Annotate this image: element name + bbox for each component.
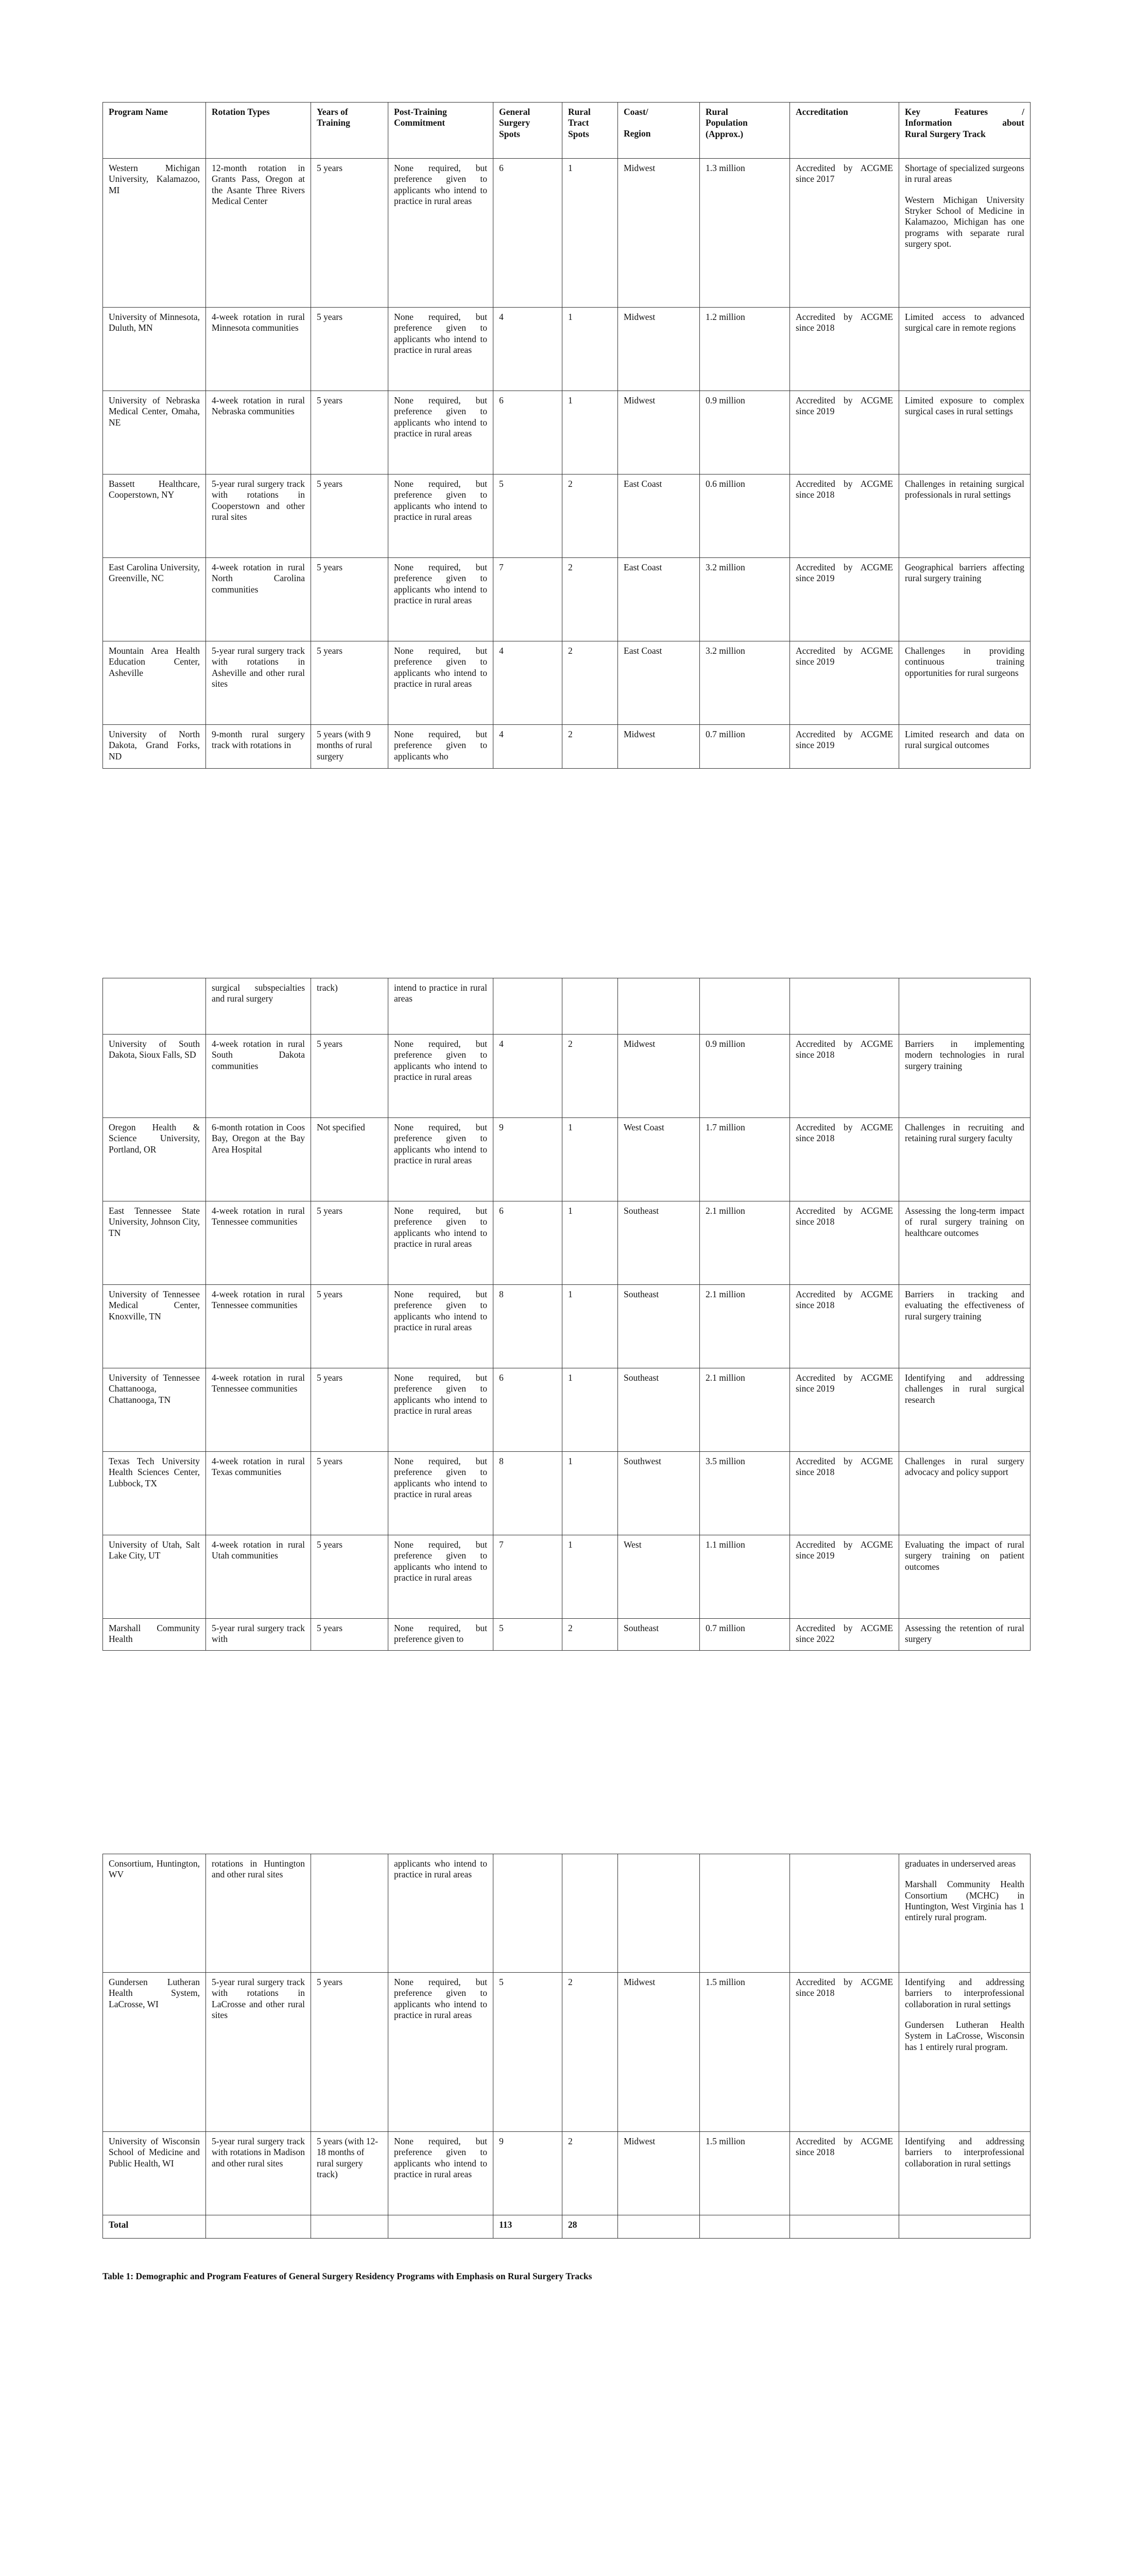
post-training-commitment: intend to practice in rural areas xyxy=(388,978,493,1035)
program-name: University of Tennessee Medical Center, Knoxville, TN xyxy=(103,1285,206,1368)
years-of-training: 5 years xyxy=(311,1973,388,2132)
years-of-training: 5 years (with 12-18 months of rural surgery track) xyxy=(311,2132,388,2215)
table-row xyxy=(103,308,1031,391)
coast-region: East Coast xyxy=(618,474,700,558)
total-rural-tract-spots: 28 xyxy=(562,2215,618,2239)
accreditation: Accredited by ACGME since 2018 xyxy=(790,1452,899,1535)
rural-tract-spots: 2 xyxy=(562,641,618,725)
accreditation: Accredited by ACGME since 2018 xyxy=(790,1285,899,1368)
key-features: Barriers in tracking and evaluating the effectiveness of rural surgery training xyxy=(899,1285,1031,1368)
program-name: University of North Dakota, Grand Forks, ND xyxy=(103,725,206,769)
general-surgery-spots: 5 xyxy=(493,474,562,558)
post-training-commitment: None required, but preference given to applicants who intend to practice in rural areas xyxy=(388,1285,493,1368)
post-training-commitment: None required, but preference given to applicants who intend to practice in rural areas xyxy=(388,1035,493,1118)
general-surgery-spots: 8 xyxy=(493,1452,562,1535)
accreditation: Accredited by ACGME since 2018 xyxy=(790,1973,899,2132)
table-row xyxy=(103,2132,1031,2215)
key-features: Assessing the long-term impact of rural surgery training on healthcare outcomes xyxy=(899,1201,1031,1285)
header-program-name: Program Name xyxy=(103,103,206,159)
residency-table-part-2 xyxy=(102,978,1031,1651)
rural-population: 3.2 million xyxy=(700,641,790,725)
years-of-training: 5 years xyxy=(311,308,388,391)
total-general-surgery-spots: 113 xyxy=(493,2215,562,2239)
years-of-training: 5 years xyxy=(311,1285,388,1368)
post-training-commitment: None required, but preference given to applicants who xyxy=(388,725,493,769)
post-training-commitment: None required, but preference given to xyxy=(388,1619,493,1651)
general-surgery-spots: 6 xyxy=(493,391,562,474)
years-of-training: 5 years xyxy=(311,1201,388,1285)
post-training-commitment: None required, but preference given to applicants who intend to practice in rural areas xyxy=(388,391,493,474)
rural-population: 1.5 million xyxy=(700,1973,790,2132)
program-name: University of Nebraska Medical Center, Omaha, NE xyxy=(103,391,206,474)
years-of-training: Not specified xyxy=(311,1118,388,1201)
general-surgery-spots: 4 xyxy=(493,641,562,725)
coast-region: Midwest xyxy=(618,2132,700,2215)
accreditation: Accredited by ACGME since 2019 xyxy=(790,641,899,725)
accreditation: Accredited by ACGME since 2018 xyxy=(790,474,899,558)
accreditation: Accredited by ACGME since 2019 xyxy=(790,1535,899,1619)
residency-table-part-1 xyxy=(102,102,1031,769)
header-years-of-training: Years of Training xyxy=(311,103,388,159)
header-coast-region: Coast/ Region xyxy=(618,103,700,159)
header-rural-population: Rural Population (Approx.) xyxy=(700,103,790,159)
coast-region: West xyxy=(618,1535,700,1619)
header-accreditation: Accreditation xyxy=(790,103,899,159)
general-surgery-spots: 4 xyxy=(493,308,562,391)
key-features: Limited access to advanced surgical care in remote regions xyxy=(899,308,1031,391)
years-of-training: 5 years xyxy=(311,1035,388,1118)
rural-population: 2.1 million xyxy=(700,1368,790,1452)
accreditation: Accredited by ACGME since 2019 xyxy=(790,558,899,641)
post-training-commitment: None required, but preference given to applicants who intend to practice in rural areas xyxy=(388,2132,493,2215)
rural-tract-spots: 2 xyxy=(562,1973,618,2132)
rural-population: 1.3 million xyxy=(700,159,790,308)
general-surgery-spots: 6 xyxy=(493,1201,562,1285)
rural-population: 1.1 million xyxy=(700,1535,790,1619)
years-of-training: track) xyxy=(311,978,388,1035)
table-row xyxy=(103,159,1031,308)
post-training-commitment: None required, but preference given to applicants who intend to practice in rural areas xyxy=(388,1201,493,1285)
table-row-split-top xyxy=(103,725,1031,769)
post-training-commitment: None required, but preference given to applicants who intend to practice in rural areas xyxy=(388,558,493,641)
table-row xyxy=(103,1285,1031,1368)
accreditation: Accredited by ACGME since 2017 xyxy=(790,159,899,308)
rotation-types: surgical subspecialties and rural surgery xyxy=(206,978,311,1035)
program-name: Gundersen Lutheran Health System, LaCrosse, WI xyxy=(103,1973,206,2132)
rural-tract-spots: 2 xyxy=(562,2132,618,2215)
program-name: University of Tennessee Chattanooga, Chattanooga, TN xyxy=(103,1368,206,1452)
general-surgery-spots: 9 xyxy=(493,1118,562,1201)
post-training-commitment: None required, but preference given to applicants who intend to practice in rural areas xyxy=(388,1973,493,2132)
accreditation: Accredited by ACGME since 2019 xyxy=(790,725,899,769)
rotation-types: 4-week rotation in rural Utah communities xyxy=(206,1535,311,1619)
key-features: Barriers in implementing modern technologies in rural surgery training xyxy=(899,1035,1031,1118)
coast-region: Southeast xyxy=(618,1285,700,1368)
rotation-types: 4-week rotation in rural Tennessee communities xyxy=(206,1368,311,1452)
rural-tract-spots: 2 xyxy=(562,1035,618,1118)
post-training-commitment: None required, but preference given to applicants who intend to practice in rural areas xyxy=(388,641,493,725)
coast-region: Southwest xyxy=(618,1452,700,1535)
key-features: Identifying and addressing barriers to interprofessional collaboration in rural settings xyxy=(899,2132,1031,2215)
general-surgery-spots: 7 xyxy=(493,1535,562,1619)
table-row xyxy=(103,1535,1031,1619)
key-features: Challenges in providing continuous training opportunities for rural surgeons xyxy=(899,641,1031,725)
key-features: Challenges in rural surgery advocacy and policy support xyxy=(899,1452,1031,1535)
post-training-commitment: None required, but preference given to applicants who intend to practice in rural areas xyxy=(388,1368,493,1452)
rural-population: 1.7 million xyxy=(700,1118,790,1201)
key-features: Identifying and addressing challenges in rural surgical research xyxy=(899,1368,1031,1452)
rotation-types: 12-month rotation in Grants Pass, Oregon at the Asante Three Rivers Medical Center xyxy=(206,159,311,308)
key-features: Challenges in retaining surgical professionals in rural settings xyxy=(899,474,1031,558)
coast-region: Southeast xyxy=(618,1619,700,1651)
program-name: Bassett Healthcare, Cooperstown, NY xyxy=(103,474,206,558)
rural-population: 3.5 million xyxy=(700,1452,790,1535)
table-row-split-bottom xyxy=(103,1854,1031,1973)
general-surgery-spots: 4 xyxy=(493,1035,562,1118)
coast-region: Midwest xyxy=(618,1035,700,1118)
years-of-training: 5 years xyxy=(311,1368,388,1452)
table-row xyxy=(103,1973,1031,2132)
key-features: graduates in underserved areas Marshall Community Health Consortium (MCHC) in Huntington, West Virginia has 1 entirely rural program. xyxy=(899,1854,1031,1973)
post-training-commitment: None required, but preference given to applicants who intend to practice in rural areas xyxy=(388,474,493,558)
rotation-types: 4-week rotation in rural Texas communities xyxy=(206,1452,311,1535)
coast-region: Midwest xyxy=(618,159,700,308)
years-of-training: 5 years xyxy=(311,391,388,474)
program-name: Mountain Area Health Education Center, Asheville xyxy=(103,641,206,725)
header-rural-tract-spots: Rural Tract Spots xyxy=(562,103,618,159)
rural-population: 2.1 million xyxy=(700,1201,790,1285)
rotation-types: 5-year rural surgery track with rotations in Asheville and other rural sites xyxy=(206,641,311,725)
general-surgery-spots: 9 xyxy=(493,2132,562,2215)
program-name: Texas Tech University Health Sciences Center, Lubbock, TX xyxy=(103,1452,206,1535)
header-rotation-types: Rotation Types xyxy=(206,103,311,159)
table-row xyxy=(103,1368,1031,1452)
header-post-training-commitment: Post-Training Commitment xyxy=(388,103,493,159)
rotation-types: 5-year rural surgery track with rotations in LaCrosse and other rural sites xyxy=(206,1973,311,2132)
header-key-features: Key Features / Information about Rural Surgery Track xyxy=(899,103,1031,159)
rural-tract-spots: 1 xyxy=(562,1535,618,1619)
general-surgery-spots: 4 xyxy=(493,725,562,769)
years-of-training: 5 years xyxy=(311,1535,388,1619)
table-row xyxy=(103,1452,1031,1535)
rotation-types: 4-week rotation in rural South Dakota communities xyxy=(206,1035,311,1118)
coast-region: Midwest xyxy=(618,1973,700,2132)
rural-population: 1.5 million xyxy=(700,2132,790,2215)
rural-tract-spots: 2 xyxy=(562,558,618,641)
accreditation: Accredited by ACGME since 2018 xyxy=(790,2132,899,2215)
post-training-commitment: None required, but preference given to applicants who intend to practice in rural areas xyxy=(388,308,493,391)
table-row-split-bottom xyxy=(103,978,1031,1035)
rural-population: 0.6 million xyxy=(700,474,790,558)
general-surgery-spots: 8 xyxy=(493,1285,562,1368)
rural-tract-spots: 1 xyxy=(562,1201,618,1285)
table-row xyxy=(103,641,1031,725)
program-name: Marshall Community Health xyxy=(103,1619,206,1651)
rural-tract-spots: 1 xyxy=(562,1368,618,1452)
accreditation: Accredited by ACGME since 2018 xyxy=(790,1118,899,1201)
key-features: Limited research and data on rural surgical outcomes xyxy=(899,725,1031,769)
program-name: University of Wisconsin School of Medicine and Public Health, WI xyxy=(103,2132,206,2215)
program-name: Oregon Health & Science University, Portland, OR xyxy=(103,1118,206,1201)
coast-region: Midwest xyxy=(618,391,700,474)
table-row xyxy=(103,474,1031,558)
table-row-split-top xyxy=(103,1619,1031,1651)
rotation-types: 5-year rural surgery track with xyxy=(206,1619,311,1651)
header-general-surgery-spots: General Surgery Spots xyxy=(493,103,562,159)
coast-region: Southeast xyxy=(618,1201,700,1285)
years-of-training: 5 years xyxy=(311,1452,388,1535)
years-of-training: 5 years (with 9 months of rural surgery xyxy=(311,725,388,769)
years-of-training: 5 years xyxy=(311,159,388,308)
rural-population: 3.2 million xyxy=(700,558,790,641)
post-training-commitment: None required, but preference given to applicants who intend to practice in rural areas xyxy=(388,1535,493,1619)
rural-tract-spots: 1 xyxy=(562,308,618,391)
rural-tract-spots: 2 xyxy=(562,474,618,558)
key-features: Assessing the retention of rural surgery xyxy=(899,1619,1031,1651)
years-of-training: 5 years xyxy=(311,1619,388,1651)
rural-population: 0.7 million xyxy=(700,725,790,769)
accreditation: Accredited by ACGME since 2018 xyxy=(790,308,899,391)
coast-region: Midwest xyxy=(618,308,700,391)
coast-region: Midwest xyxy=(618,725,700,769)
rural-tract-spots: 1 xyxy=(562,1452,618,1535)
rotation-types: 4-week rotation in rural Minnesota communities xyxy=(206,308,311,391)
general-surgery-spots: 5 xyxy=(493,1619,562,1651)
rural-population: 0.9 million xyxy=(700,1035,790,1118)
rotation-types: 4-week rotation in rural North Carolina communities xyxy=(206,558,311,641)
key-features: Evaluating the impact of rural surgery training on patient outcomes xyxy=(899,1535,1031,1619)
post-training-commitment: None required, but preference given to applicants who intend to practice in rural areas xyxy=(388,159,493,308)
rural-tract-spots: 2 xyxy=(562,725,618,769)
program-name: University of Utah, Salt Lake City, UT xyxy=(103,1535,206,1619)
years-of-training: 5 years xyxy=(311,474,388,558)
years-of-training: 5 years xyxy=(311,558,388,641)
key-features: Geographical barriers affecting rural surgery training xyxy=(899,558,1031,641)
rural-population: 2.1 million xyxy=(700,1285,790,1368)
coast-region: West Coast xyxy=(618,1118,700,1201)
general-surgery-spots: 7 xyxy=(493,558,562,641)
key-features: Limited exposure to complex surgical cases in rural settings xyxy=(899,391,1031,474)
accreditation: Accredited by ACGME since 2022 xyxy=(790,1619,899,1651)
rural-tract-spots: 1 xyxy=(562,391,618,474)
post-training-commitment: applicants who intend to practice in rural areas xyxy=(388,1854,493,1973)
rotation-types: 6-month rotation in Coos Bay, Oregon at the Bay Area Hospital xyxy=(206,1118,311,1201)
accreditation: Accredited by ACGME since 2019 xyxy=(790,1368,899,1452)
total-label: Total xyxy=(103,2215,206,2239)
general-surgery-spots: 6 xyxy=(493,1368,562,1452)
program-name: University of Minnesota, Duluth, MN xyxy=(103,308,206,391)
rural-tract-spots: 2 xyxy=(562,1619,618,1651)
coast-region: Southeast xyxy=(618,1368,700,1452)
rotation-types: rotations in Huntington and other rural sites xyxy=(206,1854,311,1973)
table-caption: Table 1: Demographic and Program Features of General Surgery Residency Programs with Emphasis on Rural Surgery Tracks xyxy=(102,2271,592,2281)
years-of-training: 5 years xyxy=(311,641,388,725)
program-name xyxy=(103,978,206,1035)
program-name: Consortium, Huntington, WV xyxy=(103,1854,206,1973)
rotation-types: 9-month rural surgery track with rotations in xyxy=(206,725,311,769)
program-name: East Carolina University, Greenville, NC xyxy=(103,558,206,641)
rural-population: 0.7 million xyxy=(700,1619,790,1651)
coast-region: East Coast xyxy=(618,641,700,725)
program-name: University of South Dakota, Sioux Falls, SD xyxy=(103,1035,206,1118)
table-row xyxy=(103,1201,1031,1285)
rural-tract-spots: 1 xyxy=(562,159,618,308)
table-row xyxy=(103,1035,1031,1118)
key-features: Identifying and addressing barriers to interprofessional collaboration in rural settings Gundersen Lutheran Health System in LaCrosse, Wisconsin has 1 entirely rural program. xyxy=(899,1973,1031,2132)
rotation-types: 5-year rural surgery track with rotations in Madison and other rural sites xyxy=(206,2132,311,2215)
rural-tract-spots: 1 xyxy=(562,1285,618,1368)
table-row xyxy=(103,1118,1031,1201)
header-row xyxy=(103,103,1031,159)
table-row xyxy=(103,391,1031,474)
rotation-types: 4-week rotation in rural Tennessee communities xyxy=(206,1285,311,1368)
accreditation: Accredited by ACGME since 2018 xyxy=(790,1035,899,1118)
rotation-types: 5-year rural surgery track with rotations in Cooperstown and other rural sites xyxy=(206,474,311,558)
program-name: East Tennessee State University, Johnson City, TN xyxy=(103,1201,206,1285)
general-surgery-spots: 6 xyxy=(493,159,562,308)
key-features: Challenges in recruiting and retaining rural surgery faculty xyxy=(899,1118,1031,1201)
rotation-types: 4-week rotation in rural Tennessee communities xyxy=(206,1201,311,1285)
program-name: Western Michigan University, Kalamazoo, MI xyxy=(103,159,206,308)
total-row xyxy=(103,2215,1031,2239)
accreditation: Accredited by ACGME since 2019 xyxy=(790,391,899,474)
coast-region: East Coast xyxy=(618,558,700,641)
rural-population: 0.9 million xyxy=(700,391,790,474)
post-training-commitment: None required, but preference given to applicants who intend to practice in rural areas xyxy=(388,1118,493,1201)
table-row xyxy=(103,558,1031,641)
rural-tract-spots: 1 xyxy=(562,1118,618,1201)
residency-table-part-3 xyxy=(102,1854,1031,2239)
accreditation: Accredited by ACGME since 2018 xyxy=(790,1201,899,1285)
rural-population: 1.2 million xyxy=(700,308,790,391)
rotation-types: 4-week rotation in rural Nebraska communities xyxy=(206,391,311,474)
post-training-commitment: None required, but preference given to applicants who intend to practice in rural areas xyxy=(388,1452,493,1535)
key-features: Shortage of specialized surgeons in rural areas Western Michigan University Stryker School of Medicine in Kalamazoo, Michigan has one programs with separate rural surgery spot. xyxy=(899,159,1031,308)
general-surgery-spots: 5 xyxy=(493,1973,562,2132)
